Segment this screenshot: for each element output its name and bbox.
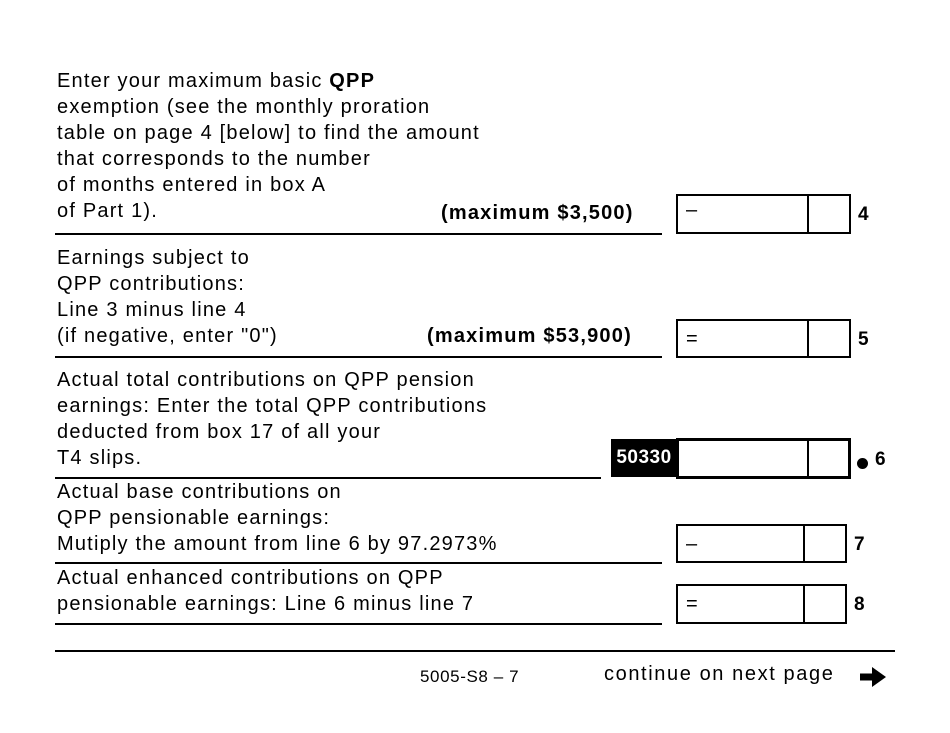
line-4-divider — [55, 233, 662, 235]
line-4-maximum-note: (maximum $3,500) — [441, 202, 634, 224]
line-6-cents-field[interactable] — [807, 441, 809, 476]
line-7-cents-field[interactable] — [803, 526, 805, 561]
line-7-number: 7 — [854, 534, 865, 555]
line-4-cents-field[interactable] — [807, 196, 809, 232]
line-7-divider — [55, 562, 662, 564]
form-number: 5005-S8 – 7 — [420, 667, 520, 686]
line-4-operator: – — [686, 199, 698, 221]
line-5-description: Earnings subject to QPP contributions: Line 3 minus line 4 (if negative, enter "0") — [57, 247, 278, 347]
line-5-cents-field[interactable] — [807, 321, 809, 356]
line-5-amount-field[interactable] — [676, 319, 851, 358]
line-6-code-box: 50330 — [611, 439, 677, 477]
line-8-divider — [55, 623, 662, 625]
line-8-operator: = — [686, 593, 698, 615]
line-6-amount-field[interactable] — [676, 438, 851, 479]
line-5-operator: = — [686, 328, 698, 350]
footer-divider — [55, 650, 895, 652]
continue-text: continue on next page — [604, 663, 835, 685]
line-7-amount-field[interactable] — [676, 524, 847, 563]
line-5-number: 5 — [858, 329, 869, 350]
line-4-amount-field[interactable] — [676, 194, 851, 234]
line-4-number: 4 — [858, 204, 869, 225]
line-6-bullet-icon — [857, 458, 868, 469]
line-6-description: Actual total contributions on QPP pension earnings: Enter the total QPP contributions deducted from box 17 of all your T4 slips. — [57, 369, 488, 469]
line-7-operator: – — [686, 533, 698, 555]
line-6-number: 6 — [875, 449, 886, 470]
line-8-number: 8 — [854, 594, 865, 615]
line-8-cents-field[interactable] — [803, 586, 805, 622]
right-arrow-icon — [858, 665, 888, 689]
line-7-description: Actual base contributions on QPP pensionable earnings: Mutiply the amount from line 6 by 97.2973% — [57, 481, 498, 555]
line-5-divider — [55, 356, 662, 358]
line-5-maximum-note: (maximum $53,900) — [427, 325, 632, 347]
line-8-description: Actual enhanced contributions on QPP pensionable earnings: Line 6 minus line 7 — [57, 567, 475, 615]
line-8-amount-field[interactable] — [676, 584, 847, 624]
line-4-description: Enter your maximum basic QPP exemption (see the monthly proration table on page 4 [below] to find the amount that corresponds to the number of months entered in box A of Part 1). — [57, 70, 480, 222]
